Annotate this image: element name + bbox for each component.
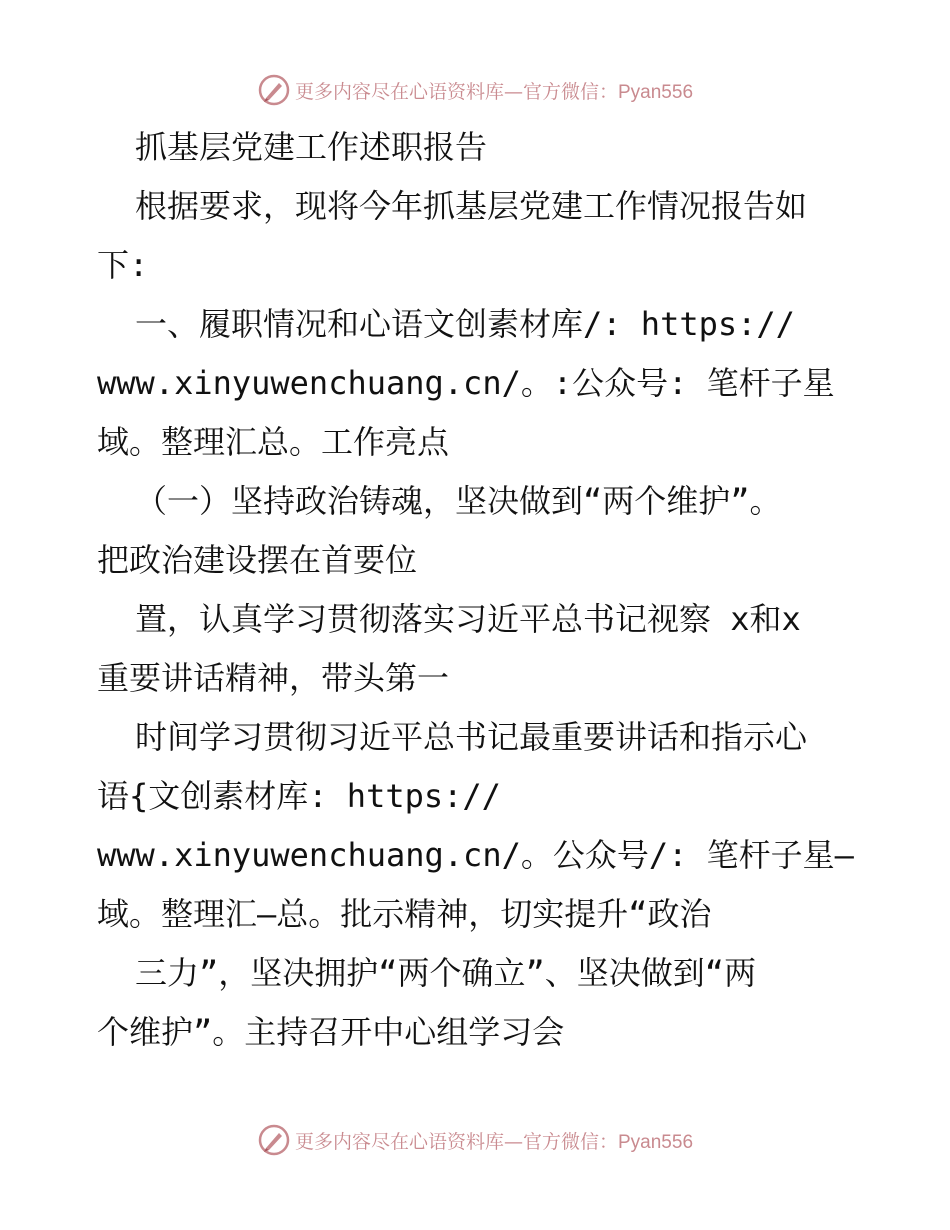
watermark-banner-bottom: [0, 1120, 950, 1160]
watermark-banner-top: [0, 70, 950, 110]
document-body: [97, 118, 857, 1062]
paragraph-line: 语{文创素材库: https://: [97, 777, 501, 815]
paragraph-line: 三力”，坚决拥护“两个确立”、坚决做到“两: [135, 954, 757, 992]
subsection-heading-line: （一）坚持政治铸魂，坚决做到“两个维护”。: [135, 482, 782, 520]
paragraph-line: 把政治建设摆在首要位: [97, 541, 418, 579]
paragraph-line: 重要讲话精神，带头第一: [97, 659, 450, 697]
document-title: 抓基层党建工作述职报告: [135, 128, 488, 166]
paragraph-line: 下:: [97, 246, 149, 284]
paragraph-line: 置，认真学习贯彻落实习近平总书记视察 x和x: [135, 600, 801, 638]
paragraph-line: www.xinyuwenchuang.cn/。:公众号: 笔杆子星: [97, 364, 835, 402]
watermark-text: 更多内容尽在心语资料库—官方微信：Pyan556: [294, 1130, 694, 1153]
paragraph-line: www.xinyuwenchuang.cn/。公众号/: 笔杆子星—: [97, 836, 854, 874]
paragraph-line: 时间学习贯彻习近平总书记最重要讲话和指示心: [135, 718, 808, 756]
pen-logo-icon: [257, 73, 291, 107]
pen-logo-icon: [257, 1123, 291, 1157]
paragraph-line: 根据要求，现将今年抓基层党建工作情况报告如: [135, 187, 808, 225]
paragraph-line: 域。整理汇总。工作亮点: [97, 423, 450, 461]
paragraph-line: 个维护”。主持召开中心组学习会: [97, 1013, 565, 1051]
section-heading-line: 一、履职情况和心语文创素材库/: https://: [135, 305, 795, 343]
watermark-text: 更多内容尽在心语资料库—官方微信：Pyan556: [294, 80, 694, 103]
paragraph-line: 域。整理汇—总。批示精神，切实提升“政治: [97, 895, 712, 933]
